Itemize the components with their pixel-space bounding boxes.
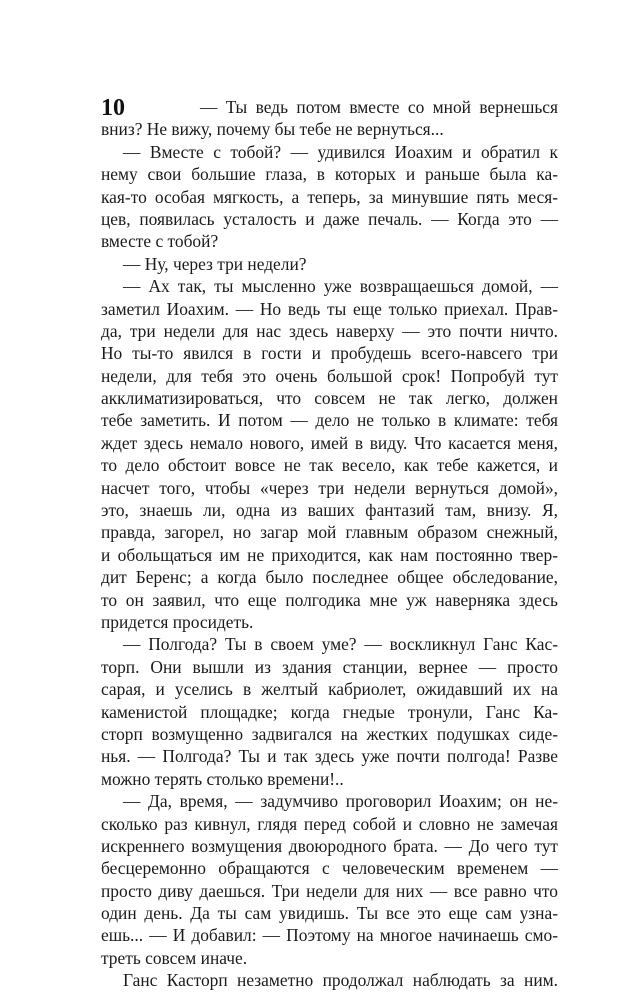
text-line: правда, загорел, но загар мой главным образом снежный, (101, 522, 558, 543)
text-line: нему свои большие глаза, в которых и раньше была ка- (101, 164, 558, 185)
text-line: бесцеремонно обращаются с человеческим временем — (101, 858, 558, 879)
text-line: — Да, время, — задумчиво проговорил Иоахим; он не- (123, 791, 558, 812)
text-line: — Полгода? Ты в своем уме? — воскликнул Ганс Кас- (123, 634, 558, 655)
text-line: то он заявил, что еще полгодика мне уж наверняка здесь (101, 589, 558, 610)
text-line: нья. — Полгода? Ты и так здесь уже почти полгода! Разве (101, 746, 558, 767)
text-line: сарая, и уселись в желтый кабриолет, ожидавший их на (101, 679, 558, 700)
text-line: да, три недели для нас здесь наверху — это почти ничто. (101, 320, 558, 341)
text-line: торп. Они вышли из здания станции, вернее — просто (101, 656, 558, 677)
text-line: недели, для тебя это очень большой срок! Попробуй тут (101, 365, 558, 386)
text-line: — Ах так, ты мысленно уже возвращаешься домой, — (123, 276, 558, 297)
text-line: и обольщаться им не приходится, как нам постоянно твер- (101, 544, 558, 565)
text-line: — Ты ведь потом вместе со мной вернешься (200, 97, 558, 117)
body-text (101, 96, 558, 992)
text-line: Но ты-то явился в гости и пробудешь всего-навсего три (101, 343, 558, 364)
text-line: сторп возмущенно задвигался на жестких подушках сиде- (101, 723, 558, 744)
text-line: вместе с тобой? (101, 231, 219, 252)
text-line: ждет здесь немало нового, имей в виду. Что касается меня, (101, 432, 558, 453)
text-line: ешь... — И добавил: — Поэтому на многое начинаешь смо- (101, 925, 558, 946)
text-line: акклиматизироваться, что совсем не так легко, должен (101, 388, 558, 409)
text-line: цев, появилась усталость и даже печаль. — Когда это — (101, 208, 558, 229)
text-line: сколько раз кивнул, глядя перед собой и словно не замечая (101, 813, 558, 834)
text-line: каменистой площадке; когда гнедые тронули, Ганс Ка- (101, 701, 558, 722)
text-line: тебе заметить. И потом — дело не только в климате: тебя (101, 410, 558, 431)
text-line: треть совсем иначе. (101, 947, 248, 968)
text-line: искреннего возмущения двоюродного брата. — До чего тут (101, 835, 558, 856)
text-line: это, знаешь ли, одна из ваших фантазий там, внизу. Я, (101, 500, 558, 521)
text-line: — Вместе с тобой? — удивился Иоахим и обратил к (123, 141, 558, 162)
text-line: заметил Иоахим. — Но ведь ты еще только приехал. Прав- (101, 298, 558, 319)
page-number: 10 (101, 95, 125, 121)
text-line: то дело обстоит вовсе не так весело, как тебе кажется, и (101, 455, 558, 476)
text-line: можно терять столько времени!.. (101, 768, 344, 789)
text-line: придется просидеть. (101, 611, 254, 632)
text-line: вниз? Не вижу, почему бы тебе не вернуться... (101, 119, 444, 140)
text-line: Ганс Касторп незаметно продолжал наблюдать за ним. (123, 970, 558, 991)
text-line: дит Беренс; а когда было последнее общее обследование, (101, 567, 558, 588)
text-line: насчет того, чтобы «через три недели вернуться домой», (101, 477, 558, 498)
text-line: — Ну, через три недели? (123, 253, 307, 274)
text-line: просто диву даешься. Три недели для них — все равно что (101, 880, 558, 901)
text-line: один день. Да ты сам увидишь. Ты все это еще сам узна- (101, 903, 558, 924)
text-line: кая-то особая мягкость, а теперь, за минувшие пять меся- (101, 186, 558, 207)
